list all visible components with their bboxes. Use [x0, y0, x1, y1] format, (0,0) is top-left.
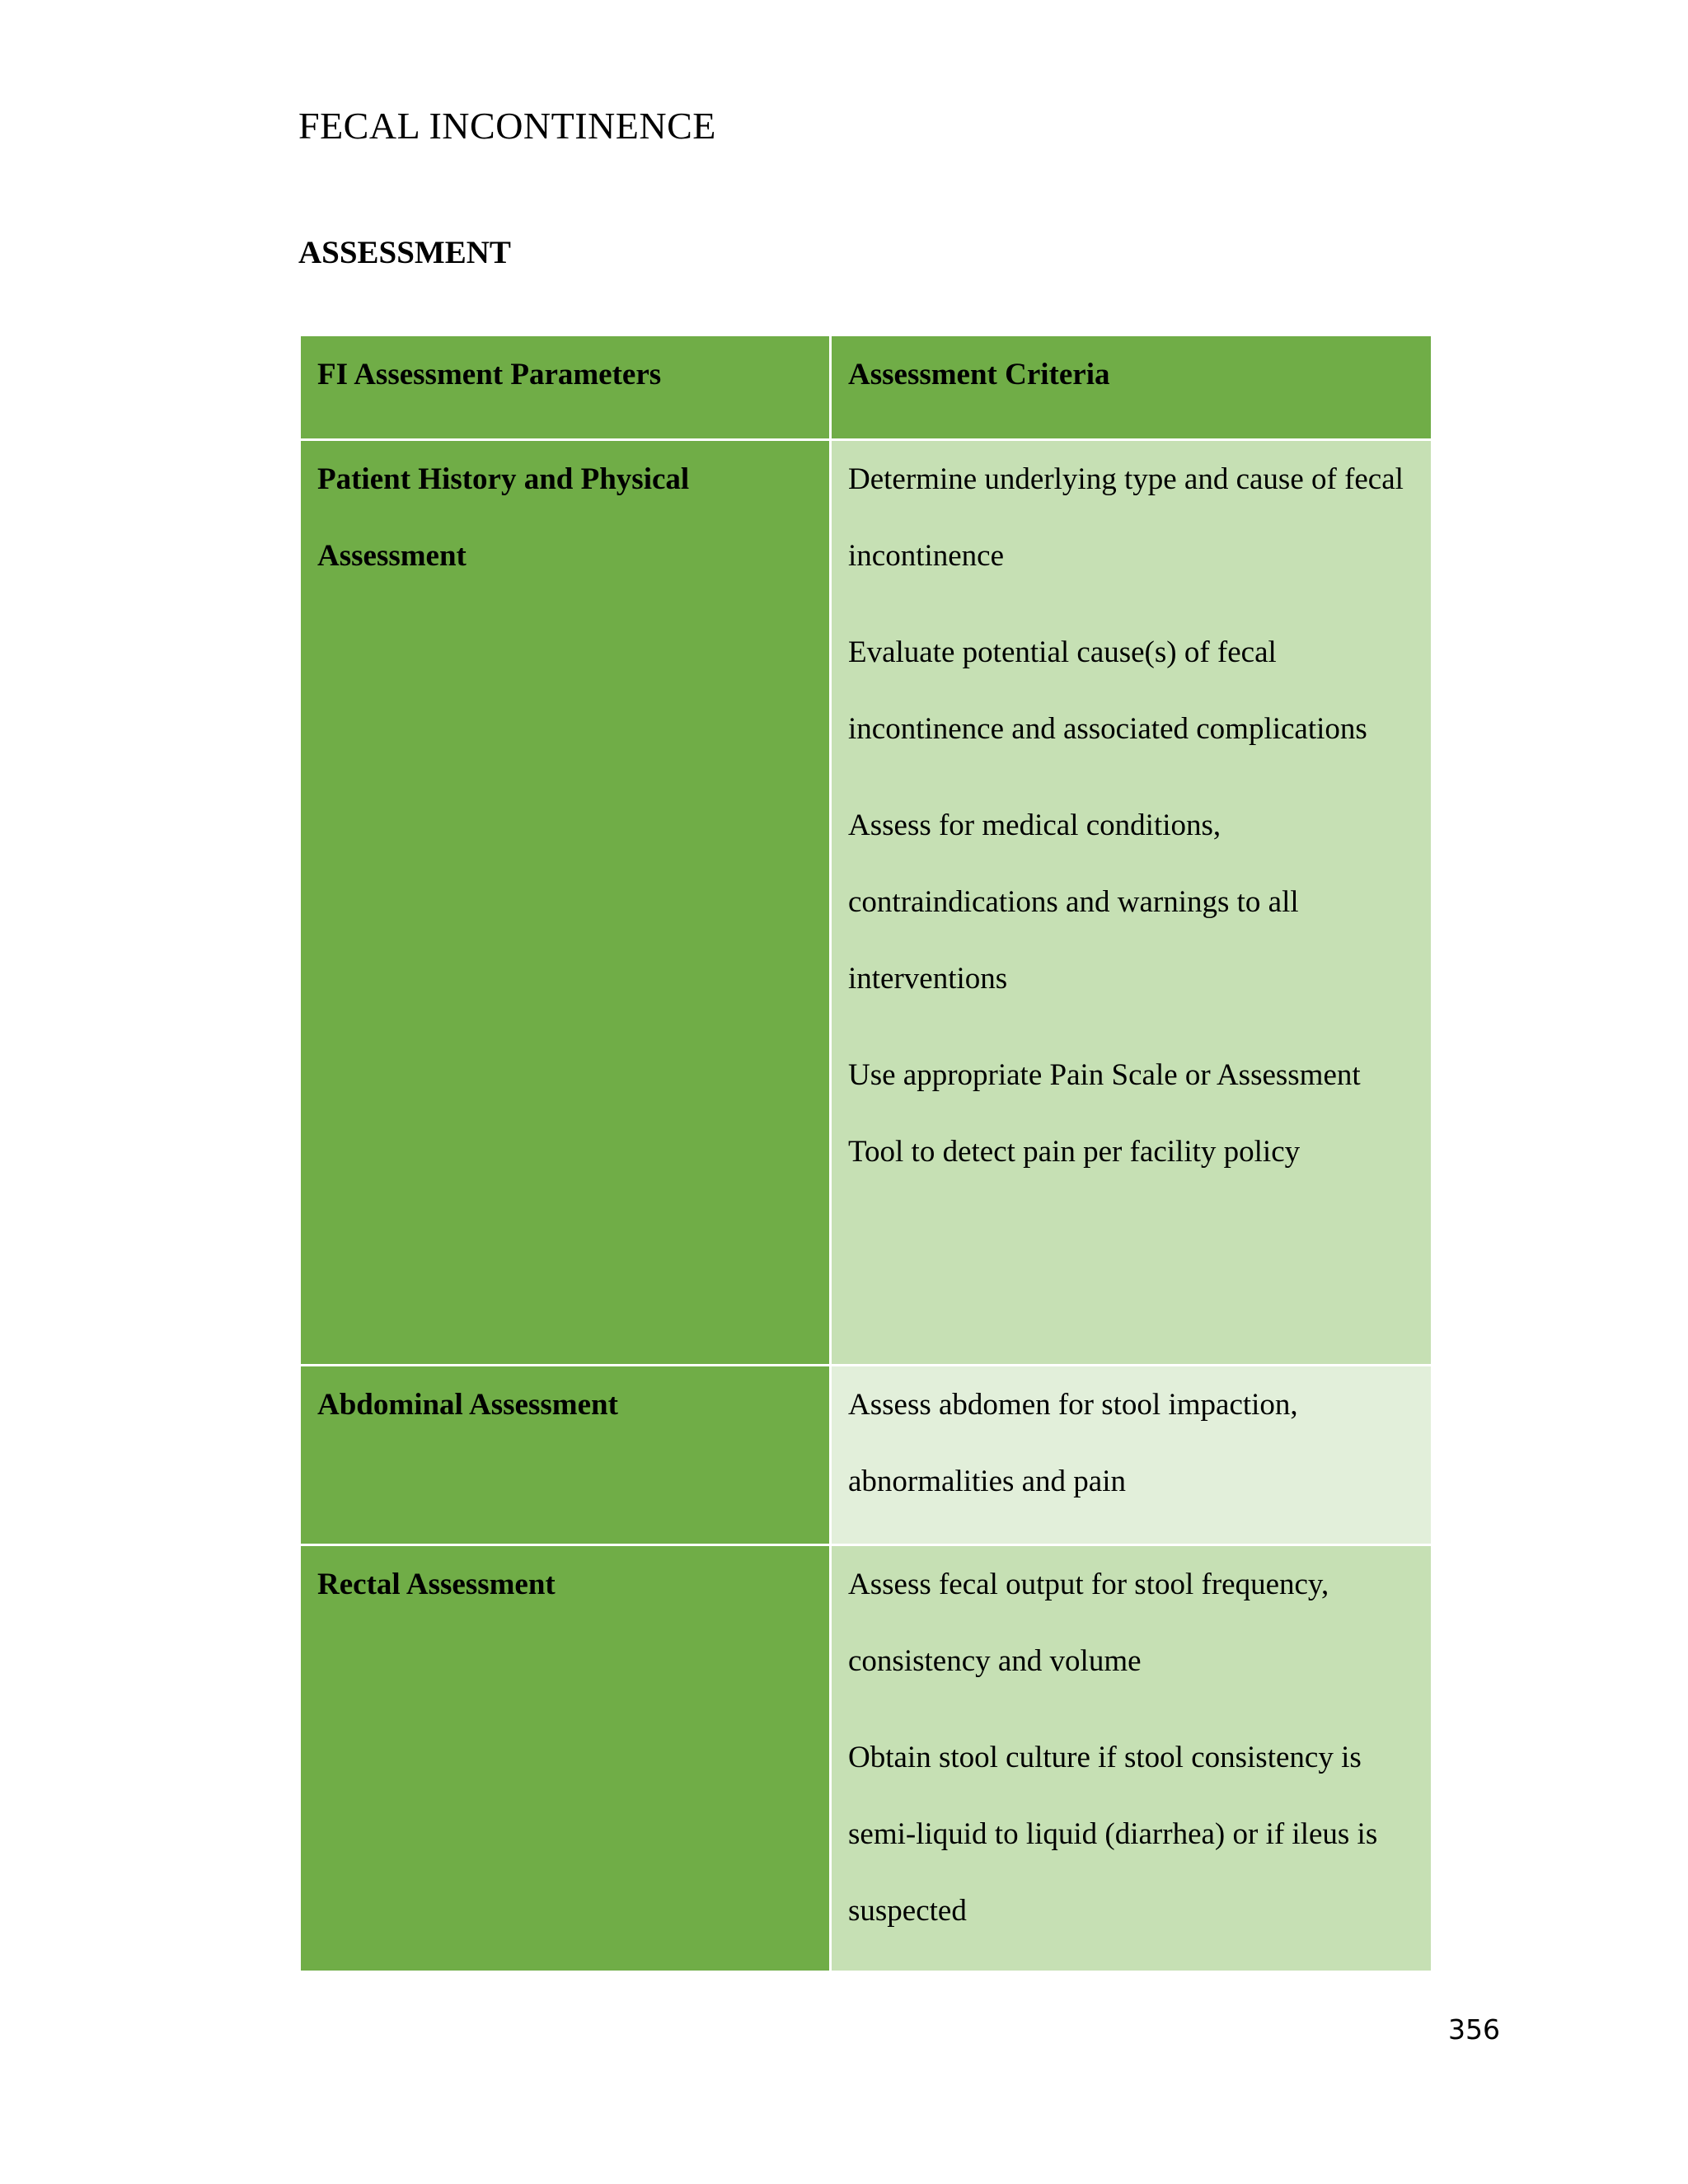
- parameter-cell: Patient History and Physical Assessment: [300, 440, 831, 1366]
- header-criteria: Assessment Criteria: [831, 335, 1432, 440]
- table-row-history-physical: [300, 440, 1432, 1366]
- criteria-item: Determine underlying type and cause of fecal incontinence: [848, 462, 1404, 573]
- criteria-cell: [831, 1545, 1432, 1972]
- page-title: FECAL INCONTINENCE: [298, 105, 716, 147]
- criteria-item: Assess for medical conditions, contraindications and warnings to all interventions: [848, 808, 1299, 996]
- table-header-row: [300, 335, 1432, 440]
- criteria-item: Obtain stool culture if stool consistency is semi-liquid to liquid (diarrhea) or if ileus is suspected: [848, 1741, 1378, 1928]
- assessment-table: [298, 334, 1433, 1973]
- parameter-cell: Rectal Assessment: [300, 1545, 831, 1972]
- header-parameters: FI Assessment Parameters: [300, 335, 831, 440]
- criteria-cell: [831, 440, 1432, 1366]
- criteria-item: Assess fecal output for stool frequency, consistency and volume: [848, 1568, 1329, 1678]
- criteria-cell: [831, 1366, 1432, 1545]
- parameter-cell: Abdominal Assessment: [300, 1366, 831, 1545]
- criteria-item: Use appropriate Pain Scale or Assessment Tool to detect pain per facility policy: [848, 1058, 1361, 1169]
- criteria-item: Assess abdomen for stool impaction, abnormalities and pain: [848, 1388, 1298, 1498]
- section-heading: ASSESSMENT: [298, 235, 511, 270]
- table-row-rectal: [300, 1545, 1432, 1972]
- table-row-abdominal: [300, 1366, 1432, 1545]
- criteria-item: Evaluate potential cause(s) of fecal incontinence and associated complications: [848, 635, 1367, 746]
- page-number: 356: [1448, 2013, 1500, 2046]
